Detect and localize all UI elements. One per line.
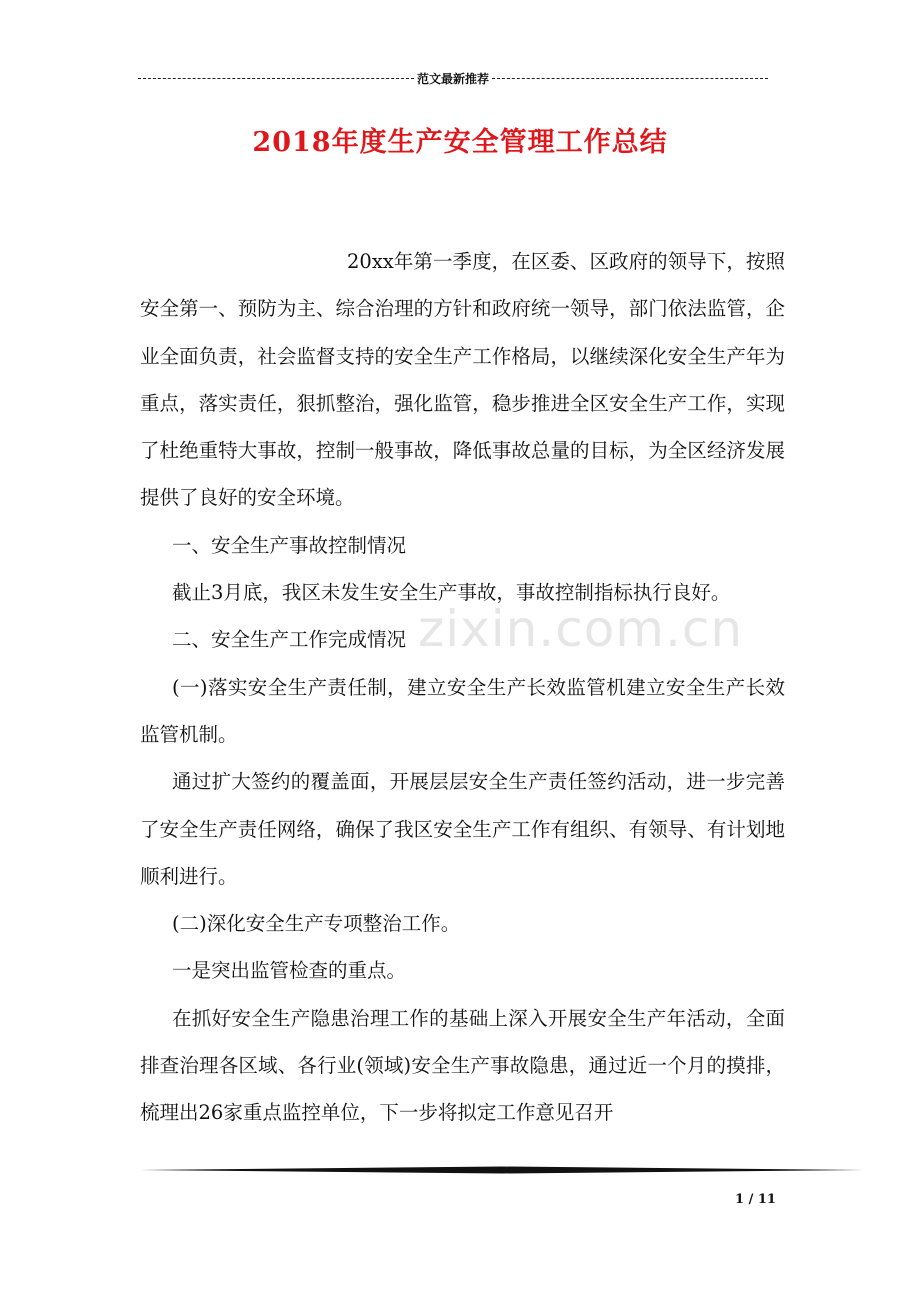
paragraph: 一是突出监管检查的重点。 xyxy=(172,959,407,983)
paragraph-intro: 20xx年第一季度，在区委、区政府的领导下，按照安全第一、预防为主、综合治理的方针和政府统一领导，部门依法监管，企业全面负责，社会监督支持的安全生产工作格局，以继续深化安全生产年为重点，落实责任，狠抓整治，强化监管，稳步推进全区安全生产工作，实现了杜绝重特大事故，控制一般事故，降低事故总量的目标，为全区经济发展提供了良好的安全环境。 xyxy=(140,250,785,510)
section-heading-1: 一、安全生产事故控制情况 xyxy=(172,533,407,557)
paragraph: 截止3月底，我区未发生安全生产事故，事故控制指标执行良好。 xyxy=(172,581,731,605)
paragraph: 通过扩大签约的覆盖面，开展层层安全生产责任签约活动，进一步完善了安全生产责任网络，确保了我区安全生产工作有组织、有领导、有计划地顺利进行。 xyxy=(140,770,785,888)
page-header xyxy=(138,68,768,88)
header-dash-right xyxy=(492,78,768,79)
subsection-heading-1: (一)落实安全生产责任制，建立安全生产长效监管机建立安全生产长效监管机制。 xyxy=(140,675,785,746)
watermark: zixin.com.cn xyxy=(418,600,744,658)
header-label: 范文最新推荐 xyxy=(417,71,490,86)
paragraph: 在抓好安全生产隐患治理工作的基础上深入开展安全生产年活动，全面排查治理各区域、各行业(领域)安全生产事故隐患，通过近一个月的摸排，梳理出26家重点监控单位，下一步将拟定工作意见召开 xyxy=(140,1006,785,1125)
page-number: 1 / 11 xyxy=(735,1192,776,1207)
subsection-heading-2: (二)深化安全生产专项整治工作。 xyxy=(172,912,461,936)
document-body xyxy=(140,238,785,1137)
header-dash-left xyxy=(138,78,414,79)
footer-rule xyxy=(140,1166,864,1174)
section-heading-2: 二、安全生产工作完成情况 xyxy=(172,628,407,652)
document-title: 2018年度生产安全管理工作总结 xyxy=(252,127,668,158)
